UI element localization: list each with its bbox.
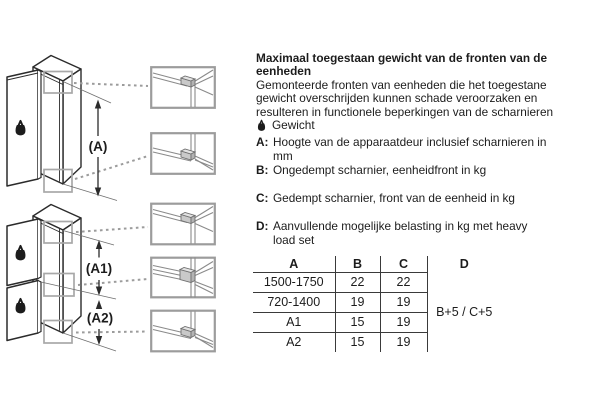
figure-double-door <box>7 204 215 352</box>
definition-a <box>256 135 596 163</box>
section-title: Maximaal toegestaan gewicht van de fronten van de eenheden <box>256 51 548 79</box>
fridge-door-upper <box>7 219 41 286</box>
hinge-detail-top <box>151 204 215 245</box>
definition-key: A: <box>256 135 269 150</box>
weight-legend-label: Gewicht <box>272 118 315 133</box>
fridge-door <box>7 70 41 186</box>
cell-b-value: 22 <box>335 273 380 293</box>
cell-a2: A2 <box>253 333 335 353</box>
cell-a1: A1 <box>253 313 335 333</box>
col-header-b: B <box>335 256 380 273</box>
definition-d <box>256 219 596 247</box>
cell-b-value: 19 <box>335 293 380 313</box>
definition-key: D: <box>256 219 269 234</box>
table-row <box>253 273 501 293</box>
definition-key: B: <box>256 163 269 178</box>
hinge-detail-bottom <box>151 133 215 174</box>
definition-text: Aanvullende mogelijke belasting in kg met heavy load set <box>273 219 528 248</box>
definition-c <box>256 191 596 219</box>
leader-lines <box>74 83 148 179</box>
dimension-a2 <box>87 300 113 345</box>
weight-icon <box>256 119 267 132</box>
weight-legend <box>256 119 596 132</box>
definition-list <box>256 135 596 247</box>
cell-a-range2: 720-1400 <box>253 293 335 313</box>
fridge-door-lower <box>7 281 41 341</box>
cell-c-value: 19 <box>380 333 427 353</box>
installation-figures <box>0 0 250 404</box>
dim-label-a1: (A1) <box>85 261 113 276</box>
hinge-detail-top <box>151 67 215 108</box>
hinge-detail-bottom <box>151 311 215 352</box>
table-header-row <box>253 256 501 273</box>
col-header-a: A <box>253 256 335 273</box>
definition-text: Gedempt scharnier, front van de eenheid in kg <box>273 191 515 206</box>
cell-c-value: 19 <box>380 313 427 333</box>
col-header-d: D <box>459 256 469 271</box>
definition-b <box>256 163 596 191</box>
definition-key: C: <box>256 191 269 206</box>
col-header-c: C <box>380 256 427 273</box>
dim-label-a2: (A2) <box>86 310 114 326</box>
dimension-a <box>89 100 108 197</box>
cell-d-value: B+5 / C+5 <box>436 304 493 319</box>
instruction-text <box>256 52 596 352</box>
definition-text: Ongedempt scharnier, eenheidfront in kg <box>273 163 487 178</box>
dimension-a1 <box>86 240 112 296</box>
cell-b-value: 15 <box>335 333 380 353</box>
figure-single-door <box>7 56 215 201</box>
weight-table <box>253 256 501 352</box>
cell-c-value: 22 <box>380 273 427 293</box>
cell-b-value: 15 <box>335 313 380 333</box>
cell-c-value: 19 <box>380 293 427 313</box>
definition-text: Hoogte van de apparaatdeur inclusief scharnieren in mm <box>273 135 547 164</box>
dim-label-a: (A) <box>88 139 108 154</box>
intro-paragraph: Gemonteerde fronten van eenheden die het toegestane gewicht overschrijden kunnen schade veroorzaken en resulteren in functionele beperkingen van de scharnieren <box>256 77 554 119</box>
cell-a-range1: 1500-1750 <box>253 273 335 293</box>
hinge-detail-middle <box>151 258 215 298</box>
